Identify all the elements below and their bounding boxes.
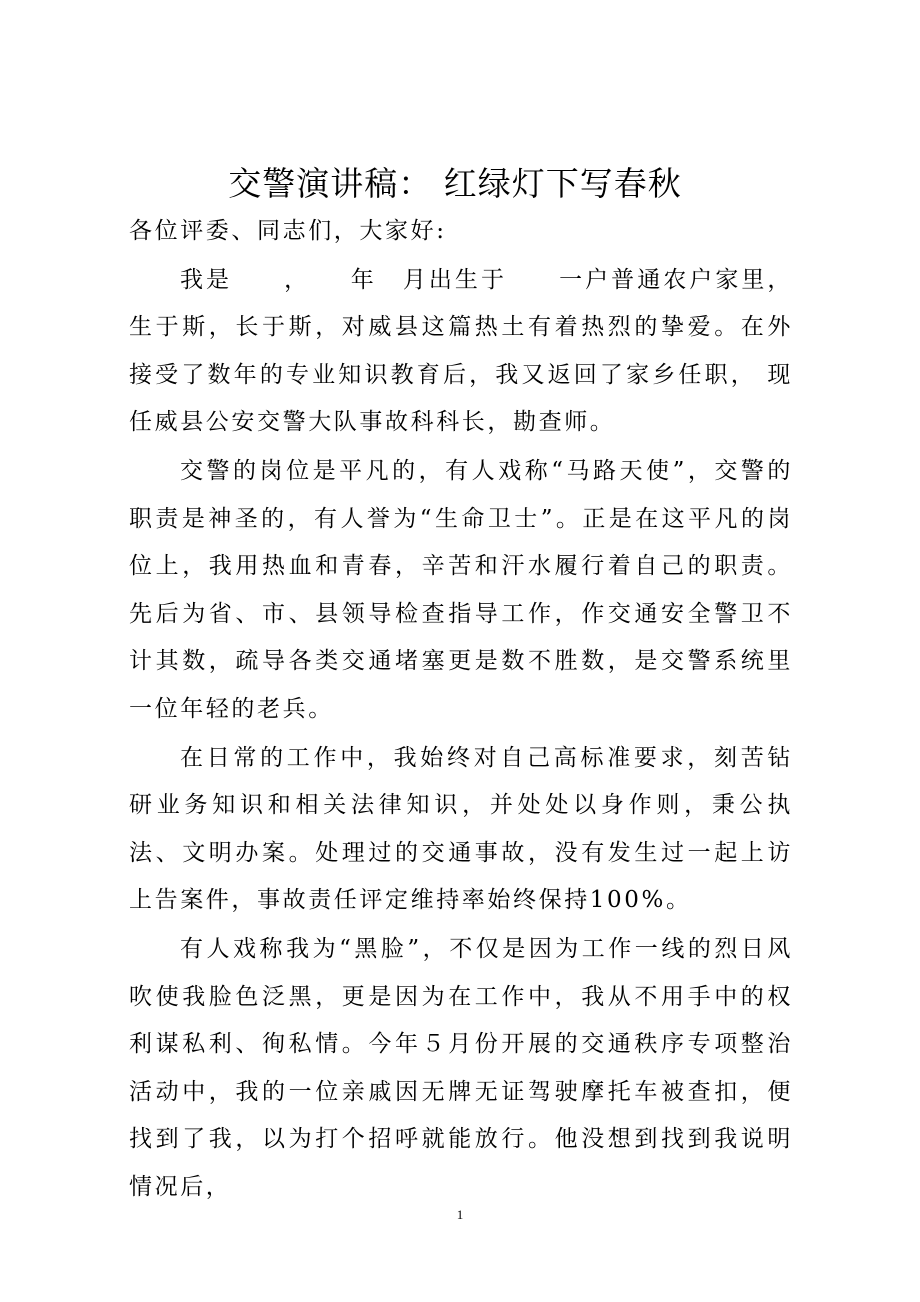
paragraph-black-face: 有人戏称我为“黑脸”，不仅是因为工作一线的烈日风吹使我脸色泛黑，更是因为在工作中，我从不用手中的权利谋私利、徇私情。今年５月份开展的交通秩序专项整治活动中，我的一位亲戚因无牌无证驾驶摩托车被查扣，便找到了我，以为打个招呼就能放行。他没想到找到我说明情况后， [129, 936, 793, 1200]
paragraph-daily-work: 在日常的工作中，我始终对自己高标准要求，刻苦钻研业务知识和相关法律知识，并处处以身作则，秉公执法、文明办案。处理过的交通事故，没有发生过一起上访上告案件，事故责任评定维持率始终保持100%。 [129, 744, 793, 913]
salutation: 各位评委、同志们，大家好: [129, 218, 447, 244]
document-title: 交警演讲稿： 红绿灯下写春秋 [228, 164, 682, 203]
document-body [129, 208, 793, 1213]
paragraph-duties: 交警的岗位是平凡的，有人戏称“马路天使”，交警的职责是神圣的，有人誉为“生命卫士”。正是在这平凡的岗位上，我用热血和青春，辛苦和汗水履行着自己的职责。先后为省、市、县领导检查指导工作，作交通安全警卫不计其数，疏导各类交通堵塞更是数不胜数，是交警系统里一位年轻的老兵。 [129, 458, 793, 722]
page-number: 1 [456, 1207, 464, 1222]
paragraph-introduction: 我是 ， 年 月出生于 一户普通农户家里，生于斯，长于斯，对威县这篇热土有着热烈的挚爱。在外接受了数年的专业知识教育后，我又返回了家乡任职， 现任威县公安交警大队事故科科长，勘查师。 [129, 266, 793, 435]
